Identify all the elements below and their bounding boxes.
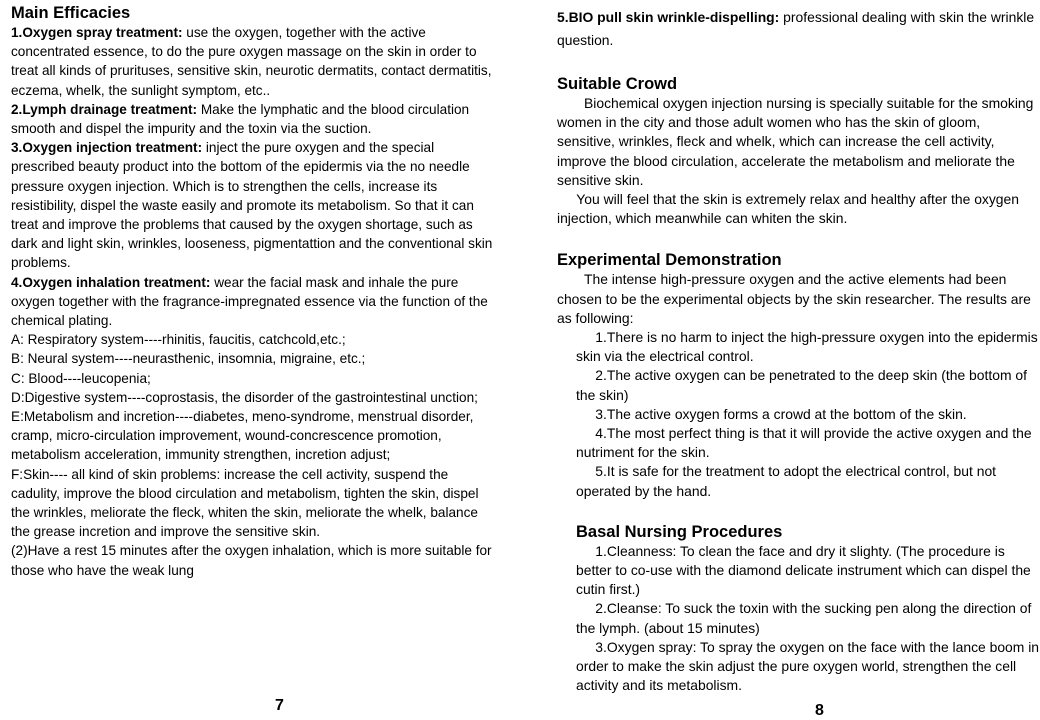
item-text: wear the facial mask and inhale the pure oxygen together with the fragrance-impregnated essence via the function of the chemical plating. — [11, 274, 488, 329]
suitable-crowd-heading: Suitable Crowd — [557, 75, 678, 93]
suitable-paragraph-1: Biochemical oxygen injection nursing is specially suitable for the smoking women in the city and those adult women who has the skin of gloom, sensitive, wrinkles, fleck and whelk, which can increase the cell activity, improve the blood circulation, accelerate the metabolism and meliorate the sensitive skin. — [557, 95, 1034, 188]
suitable-paragraph-2: You will feel that the skin is extremely relax and healthy after the oxygen injection, which meanwhile can whiten the skin. — [557, 191, 1019, 227]
main-efficacies-heading: Main Efficacies — [11, 4, 131, 22]
item-text: professional dealing with skin the wrinkle question. — [557, 9, 1035, 48]
right-page — [557, 0, 1040, 695]
list-item: C: Blood----leucopenia; — [11, 370, 151, 386]
item-text: Make the lymphatic and the blood circulation smooth and dispel the impurity and the toxin via the suction. — [11, 101, 470, 137]
item-label: 3.Oxygen injection treatment: — [11, 140, 203, 156]
experimental-heading: Experimental Demonstration — [557, 251, 782, 270]
list-item: 2.Cleanse: To suck the toxin with the sucking pen along the direction of the lymph. (about 15 minutes) — [576, 600, 1032, 636]
item-lymph-drainage — [11, 100, 499, 138]
item-bio-pull — [557, 6, 1040, 52]
list-item: 3.The active oxygen forms a crowd at the bottom of the skin. — [576, 405, 967, 422]
item-label: 1.Oxygen spray treatment: — [11, 25, 183, 40]
list-item: D:Digestive system----coprostasis, the disorder of the gastrointestinal unction; — [11, 389, 478, 405]
basal-nursing-heading: Basal Nursing Procedures — [576, 522, 783, 541]
item-text: use the oxygen, together with the active concentrated essence, to do the pure oxygen massage on the skin in order to treat all kinds of prurituses, sensitive skin, neurotic dermatits, contact dermatitis, eczema, whelk, the sunlight symptom, etc.. — [11, 25, 492, 98]
item-text: inject the pure oxygen and the special prescribed beauty product into the bottom of the epidermis via the no needle pressure oxygen injection. Which is to strengthen the cells, increase its resistibility, dispel the waste easily and promote its metabolism. So that it can treat and improve the problems that caused by the oxygen shortage, such as dark and light skin, wrinkles, looseness, pigmentattion and the conventional skin problems. — [11, 140, 493, 271]
list-item: 5.It is safe for the treatment to adopt the electrical control, but not operated by the hand. — [576, 463, 997, 499]
page-number-left: 7 — [275, 697, 284, 714]
item-label: 2.Lymph drainage treatment: — [11, 101, 198, 117]
list-item: 4.The most perfect thing is that it will provide the active oxygen and the nutriment for the skin. — [576, 425, 1032, 461]
list-item: 1.Cleanness: To clean the face and dry it slighty. (The procedure is better to co-use with the diamond delicate instrument which can dispel the cutin first.) — [576, 542, 1031, 598]
item-oxygen-spray — [11, 23, 499, 100]
list-item: 2.The active oxygen can be penetrated to the deep skin (the bottom of the skin) — [576, 367, 1027, 403]
page-number-right: 8 — [815, 702, 824, 719]
rest-note: (2)Have a rest 15 minutes after the oxygen inhalation, which is more suitable for those who have the weak lung — [11, 543, 492, 578]
list-item: B: Neural system----neurasthenic, insomnia, migraine, etc.; — [11, 351, 366, 367]
item-oxygen-inhalation — [11, 273, 499, 331]
left-page — [11, 0, 499, 580]
list-item: E:Metabolism and incretion----diabetes, meno-syndrome, menstrual disorder, cramp, micro-circulation improvement, wound-concrescence promotion, metabolism acceleration, immunity strengthen, incretion adjust; — [11, 409, 474, 463]
list-item: F:Skin---- all kind of skin problems: increase the cell activity, suspend the cadulity, improve the blood circulation and metabolism, tighten the skin, dispel the wrinkles, meliorate the fleck, whiten the skin, meliorate the whelk, balance the grease incretion and improve the sensitive skin. — [11, 466, 479, 540]
item-oxygen-injection — [11, 138, 499, 272]
list-item: 3.Oxygen spray: To spray the oxygen on the face with the lance boom in order to make the skin adjust the pure oxygen world, strengthen the cell activity and its metabolism. — [576, 638, 1040, 694]
list-item: A: Respiratory system----rhinitis, faucitis, catchcold,etc.; — [11, 332, 346, 348]
experimental-list — [557, 328, 1040, 695]
experimental-intro: The intense high-pressure oxygen and the active elements had been chosen to be the experimental objects by the skin researcher. The results are as following: — [557, 271, 1031, 326]
list-item: 1.There is no harm to inject the high-pressure oxygen into the epidermis skin via the electrical control. — [576, 329, 1038, 365]
item-label: 5.BIO pull skin wrinkle-dispelling: — [557, 9, 780, 25]
item-label: 4.Oxygen inhalation treatment: — [11, 274, 211, 290]
